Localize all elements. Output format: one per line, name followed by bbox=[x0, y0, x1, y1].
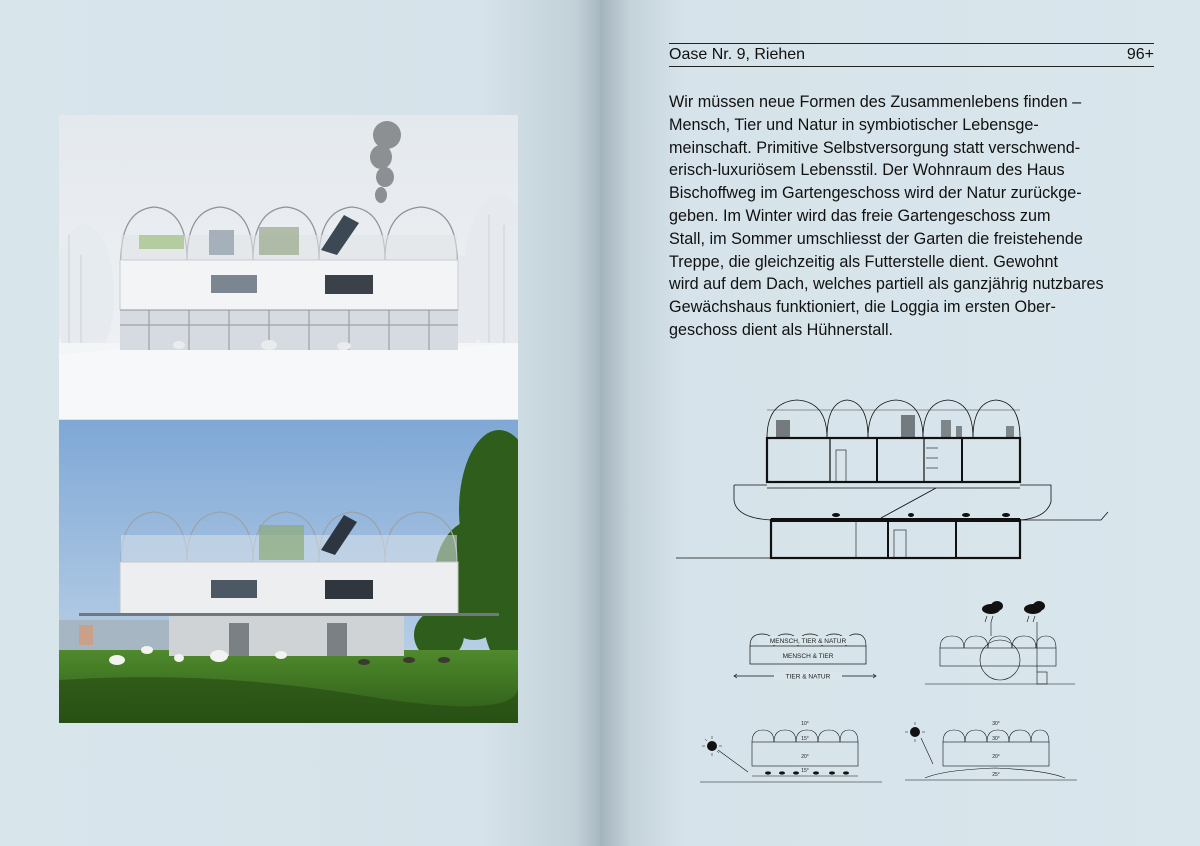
layer-label-bottom: TIER & NATUR bbox=[785, 673, 831, 681]
summer-temp-greenhouse: 30° bbox=[992, 736, 1000, 742]
page-number: 96+ bbox=[1126, 46, 1154, 63]
layer-label-top: MENSCH, TIER & NATUR bbox=[769, 638, 847, 645]
winter-temp-stall: 15° bbox=[801, 768, 809, 774]
water-cycle-diagram bbox=[925, 600, 1075, 695]
header-rule-top bbox=[669, 43, 1154, 44]
summer-temp-ground: 25° bbox=[992, 772, 1000, 778]
winter-rendering-image bbox=[59, 115, 518, 419]
building-section-drawing bbox=[676, 390, 1126, 570]
running-title: Oase Nr. 9, Riehen bbox=[669, 46, 806, 63]
summer-temp-outside: 30° bbox=[992, 721, 1000, 727]
body-paragraph: Wir müssen neue Formen des Zusammenlebens finden – Mensch, Tier und Natur in symbiotischer Lebensge- meinschaft. Primitive Selbstversorgung statt verschwend- erisch-luxuriösem Lebensstil. Der Wohnraum des Haus Bischoffweg im Gartengeschoss wird der Natur zurückge- geben. Im Winter wird das freie Gartengeschoss zum Stall, im Sommer umschliesst der Garten die freistehende Treppe, die gleichzeitig als Futterstelle dient. Gewohnt wird auf dem Dach, welches partiell als ganzjährig nutzbares Gewächshaus funktioniert, die Loggia im ersten Ober- geschoss dient als Hühnerstall. bbox=[669, 93, 1104, 339]
layer-label-middle: MENSCH & TIER bbox=[782, 653, 834, 660]
summer-temp-living: 20° bbox=[992, 754, 1000, 760]
winter-temp-living: 20° bbox=[801, 754, 809, 760]
summer-climate-diagram bbox=[905, 716, 1077, 786]
summer-rendering-image bbox=[59, 420, 518, 723]
layers-diagram bbox=[728, 628, 882, 688]
header-rule-bottom bbox=[669, 66, 1154, 67]
winter-temp-greenhouse: 15° bbox=[801, 736, 809, 742]
winter-temp-outside: 10° bbox=[801, 721, 809, 727]
winter-climate-diagram bbox=[700, 716, 882, 786]
